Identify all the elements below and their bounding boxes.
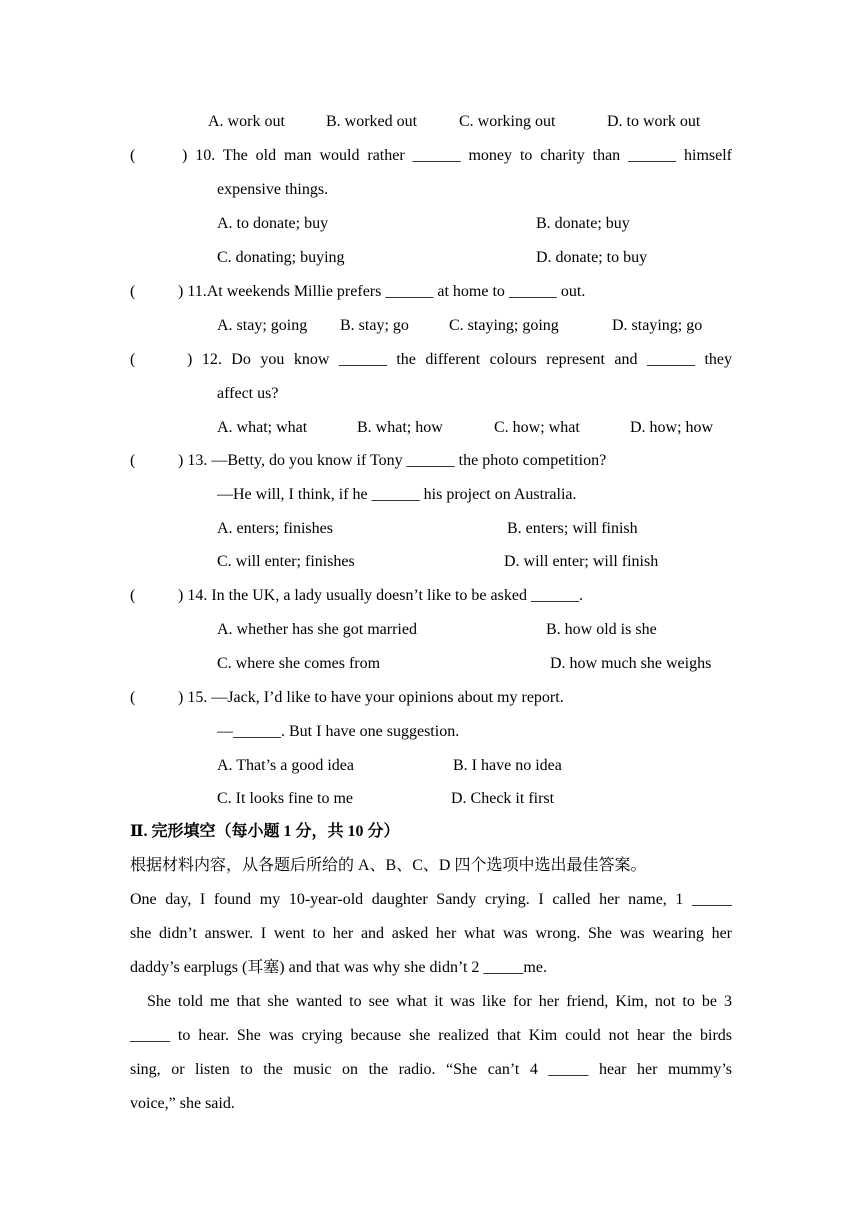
q15-option-b: B. I have no idea [453, 757, 562, 774]
q13-answer-bracket: ( [130, 452, 136, 469]
q11-option-d: D. staying; go [612, 317, 703, 334]
q14-option-d: D. how much she weighs [550, 655, 712, 672]
q13-option-a: A. enters; finishes [217, 520, 333, 537]
q15-option-a: A. That’s a good idea [217, 757, 355, 774]
q15-stem-line2: —______. But I have one suggestion. [217, 723, 460, 740]
cloze-para1-line2: she didn’t answer. I went to her and asked her what was wrong. She was wearing her [130, 925, 732, 942]
section-heading: Ⅱ. 完形填空（每小题 1 分，共 10 分） [130, 823, 400, 840]
q13-option-d: D. will enter; will finish [504, 553, 659, 570]
q15-stem-line1: ) 15. —Jack, I’d like to have your opinions about my report. [178, 689, 564, 706]
q12-option-c: C. how; what [494, 419, 580, 436]
q10-option-a: A. to donate; buy [217, 215, 329, 232]
q11-stem: ) 11.At weekends Millie prefers ______ at home to ______ out. [178, 283, 586, 300]
q12-option-d: D. how; how [630, 419, 714, 436]
cloze-para2-line1: She told me that she wanted to see what it was like for her friend, Kim, not to be 3 [147, 993, 732, 1010]
q10-option-d: D. donate; to buy [536, 249, 648, 266]
q10-answer-bracket: ( [130, 147, 136, 164]
cloze-para1-line1: One day, I found my 10-year-old daughter Sandy crying. I called her name, 1 _____ [130, 891, 732, 908]
q9-option-d: D. to work out [607, 113, 701, 130]
q12-stem-line2: affect us? [217, 385, 279, 402]
cloze-para1-line3: daddy’s earplugs (耳塞) and that was why she didn’t 2 _____me. [130, 959, 547, 976]
q13-stem-line1: ) 13. —Betty, do you know if Tony ______ the photo competition? [178, 452, 607, 469]
q12-stem-line1: ) 12. Do you know ______ the different colours represent and ______ they [187, 351, 732, 368]
cloze-para2-line4: voice,” she said. [130, 1095, 235, 1112]
q12-option-b: B. what; how [357, 419, 443, 436]
q14-option-b: B. how old is she [546, 621, 657, 638]
q15-answer-bracket: ( [130, 689, 136, 706]
q12-answer-bracket: ( [130, 351, 136, 368]
q12-option-a: A. what; what [217, 419, 308, 436]
section-instruction: 根据材料内容，从各题后所给的 A、B、C、D 四个选项中选出最佳答案。 [130, 857, 647, 874]
q14-option-c: C. where she comes from [217, 655, 381, 672]
q13-option-b: B. enters; will finish [507, 520, 638, 537]
cloze-para2-line3: sing, or listen to the music on the radio. “She can’t 4 _____ hear her mummy’s [130, 1061, 732, 1078]
q13-stem-line2: —He will, I think, if he ______ his project on Australia. [217, 486, 577, 503]
q10-option-b: B. donate; buy [536, 215, 630, 232]
q9-option-b: B. worked out [326, 113, 418, 130]
q14-answer-bracket: ( [130, 587, 136, 604]
q9-option-a: A. work out [208, 113, 285, 130]
q11-option-a: A. stay; going [217, 317, 308, 334]
q13-option-c: C. will enter; finishes [217, 553, 355, 570]
q10-option-c: C. donating; buying [217, 249, 345, 266]
q9-option-c: C. working out [459, 113, 556, 130]
q10-stem-line2: expensive things. [217, 181, 329, 198]
q11-option-b: B. stay; go [340, 317, 409, 334]
cloze-para2-line2: _____ to hear. She was crying because she realized that Kim could not hear the birds [130, 1027, 732, 1044]
q10-stem-line1: ) 10. The old man would rather ______ money to charity than ______ himself [182, 147, 732, 164]
q14-option-a: A. whether has she got married [217, 621, 417, 638]
q11-option-c: C. staying; going [449, 317, 559, 334]
q14-stem: ) 14. In the UK, a lady usually doesn’t like to be asked ______. [178, 587, 583, 604]
q15-option-d: D. Check it first [451, 790, 555, 807]
q11-answer-bracket: ( [130, 283, 136, 300]
q15-option-c: C. It looks fine to me [217, 790, 353, 807]
